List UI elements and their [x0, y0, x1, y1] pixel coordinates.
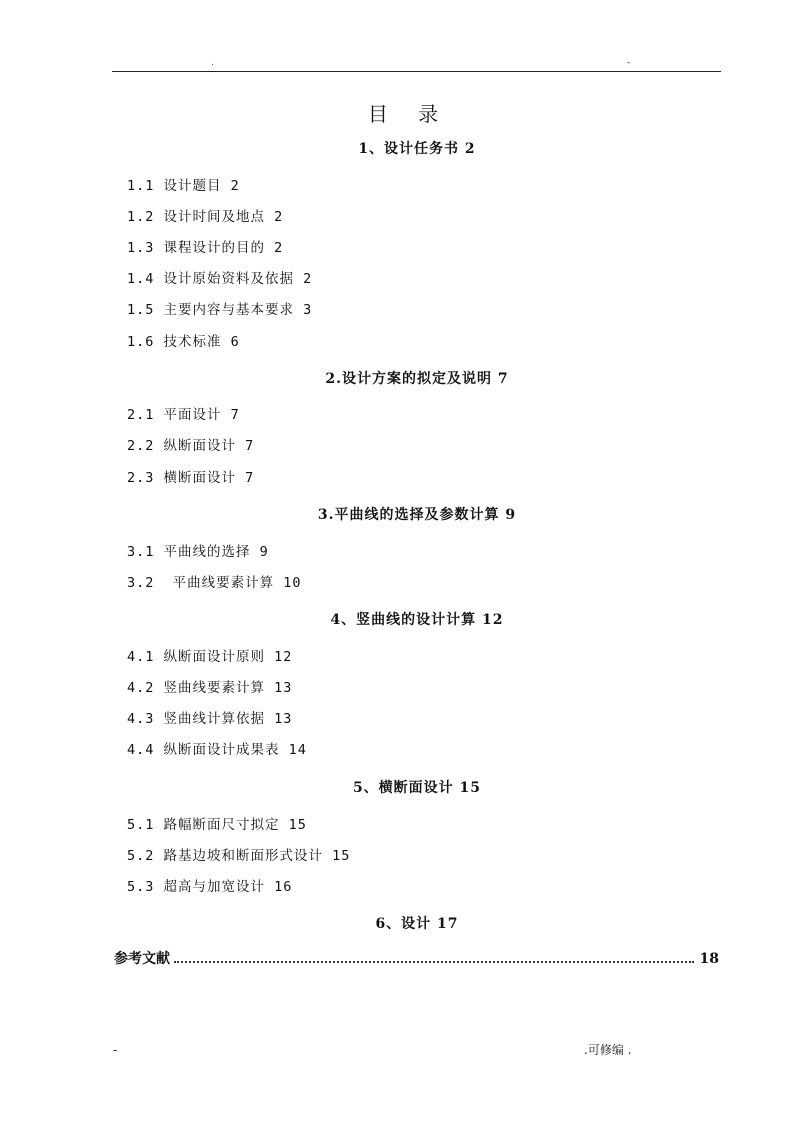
- toc-item-1-2[interactable]: 1.2 设计时间及地点 2: [127, 209, 284, 225]
- toc-chapter-3[interactable]: 3.平曲线的选择及参数计算 9: [317, 507, 517, 523]
- toc-title: 目 录: [367, 102, 451, 126]
- toc-chapter-6[interactable]: 6、设计 17: [375, 916, 459, 932]
- header-right-mark: -: [627, 58, 631, 68]
- toc-item-2-2[interactable]: 2.2 纵断面设计 7: [127, 438, 255, 454]
- toc-item-4-4[interactable]: 4.4 纵断面设计成果表 14: [127, 742, 307, 758]
- references-page: 18: [699, 951, 719, 967]
- toc-item-1-3[interactable]: 1.3 课程设计的目的 2: [127, 240, 284, 256]
- dot-leader: [174, 961, 694, 963]
- toc-chapter-1[interactable]: 1、设计任务书 2: [358, 141, 476, 157]
- references-label: 参考文献: [114, 951, 170, 967]
- footer-left-mark: -: [113, 1043, 118, 1057]
- toc-item-1-4[interactable]: 1.4 设计原始资料及依据 2: [127, 271, 313, 287]
- toc-item-5-2[interactable]: 5.2 路基边坡和断面形式设计 15: [127, 848, 351, 864]
- toc-item-3-2[interactable]: 3.2 平曲线要素计算 10: [127, 575, 302, 591]
- toc-item-1-5[interactable]: 1.5 主要内容与基本要求 3: [127, 302, 313, 318]
- toc-item-2-1[interactable]: 2.1 平面设计 7: [127, 407, 240, 423]
- toc-item-2-3[interactable]: 2.3 横断面设计 7: [127, 470, 255, 486]
- toc-chapter-2[interactable]: 2.设计方案的拟定及说明 7: [325, 371, 509, 387]
- toc-item-4-3[interactable]: 4.3 竖曲线计算依据 13: [127, 711, 293, 727]
- toc-item-3-1[interactable]: 3.1 平曲线的选择 9: [127, 544, 269, 560]
- toc-item-5-1[interactable]: 5.1 路幅断面尺寸拟定 15: [127, 817, 307, 833]
- toc-item-4-1[interactable]: 4.1 纵断面设计原则 12: [127, 649, 293, 665]
- footer-editable-note: .可修编 .: [584, 1043, 632, 1057]
- toc-item-1-1[interactable]: 1.1 设计题目 2: [127, 178, 240, 194]
- header-left-mark: .: [211, 58, 214, 68]
- toc-chapter-5[interactable]: 5、横断面设计 15: [352, 780, 482, 796]
- header-rule: [112, 71, 721, 72]
- toc-item-1-6[interactable]: 1.6 技术标准 6: [127, 334, 240, 350]
- toc-item-5-3[interactable]: 5.3 超高与加宽设计 16: [127, 879, 293, 895]
- toc-references-row[interactable]: [114, 948, 719, 968]
- toc-chapter-4[interactable]: 4、竖曲线的设计计算 12: [330, 612, 504, 628]
- toc-item-4-2[interactable]: 4.2 竖曲线要素计算 13: [127, 680, 293, 696]
